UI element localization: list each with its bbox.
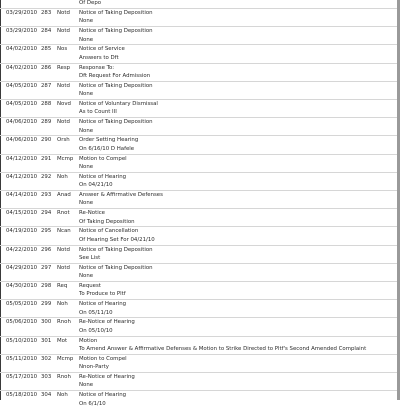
entry-code: Novd	[57, 101, 71, 107]
entry-number: 297	[41, 264, 52, 271]
entry-code: Mcmp	[57, 355, 74, 362]
entry-description: Notice of Taking Deposition	[79, 264, 153, 271]
entry-code: Rnoh	[57, 374, 71, 380]
entry-number: 300	[41, 319, 52, 326]
entry-date: 04/12/2010	[6, 155, 38, 162]
entry-number: 294	[41, 210, 52, 217]
entry-date: 04/14/2010	[6, 192, 38, 198]
entry-detail: On 6/16/10 D Hafele	[79, 145, 135, 152]
entry-date: 05/10/2010	[6, 337, 38, 344]
entry-detail: None	[79, 382, 94, 389]
entry-detail: On 04/21/10	[79, 182, 113, 189]
entry-date: 05/06/2010	[6, 319, 38, 326]
entry-date: 05/11/2010	[6, 355, 38, 362]
entry-detail: As to Count III	[79, 109, 117, 116]
entry-date: 03/29/2010	[6, 10, 38, 16]
entry-detail: See List	[79, 255, 101, 261]
entry-description: Notice of Cancellation	[79, 228, 139, 235]
entry-detail: To Amend Answer & Affirmative Defenses & Motion to Strike Directed to Pltf's Second Amended Complaint	[79, 346, 367, 352]
entry-number: 296	[41, 246, 52, 253]
entry-number: 304	[41, 392, 52, 399]
entry-description: Notice of Taking Deposition	[79, 246, 153, 253]
entry-number: 285	[41, 46, 52, 53]
entry-description: Re-Notice of Hearing	[79, 319, 135, 326]
entry-number: 301	[41, 337, 52, 344]
entry-code: Anad	[57, 192, 71, 198]
entry-date: 04/06/2010	[6, 137, 38, 144]
entry-description: Motion to Compel	[79, 155, 127, 162]
entry-detail: None	[79, 200, 94, 207]
entry-code: Notd	[57, 264, 70, 271]
entry-description: Notice of Taking Deposition	[79, 119, 153, 126]
entry-number: 283	[41, 10, 52, 16]
entry-description: Notice of Taking Deposition	[79, 28, 153, 35]
entry-description: Notice of Taking Deposition	[79, 10, 153, 16]
entry-description: Re-Notice	[79, 210, 105, 217]
entry-detail: Nnon-Party	[79, 364, 109, 371]
entry-code: Noh	[57, 392, 68, 399]
entry-number: 289	[41, 119, 52, 126]
entry-number: 299	[41, 301, 52, 308]
entry-date: 04/19/2010	[6, 228, 38, 235]
entry-detail: None	[79, 18, 94, 25]
entry-code: Notd	[57, 246, 70, 253]
entry-code: Noh	[57, 301, 68, 308]
entry-number: 284	[41, 28, 52, 35]
entry-date: 04/05/2010	[6, 101, 38, 107]
entry-code: Rnoh	[57, 319, 71, 326]
entry-number: 302	[41, 355, 52, 362]
entry-code: Rnot	[57, 210, 70, 217]
entry-date: 04/29/2010	[6, 264, 38, 271]
entry-date: 05/05/2010	[6, 301, 38, 308]
entry-detail: None	[79, 36, 94, 43]
entry-detail: None	[79, 273, 94, 280]
entry-date: 04/02/2010	[6, 64, 38, 71]
entry-date: 04/12/2010	[6, 173, 38, 180]
left-border	[0, 0, 1, 400]
entry-detail: Of Hearing Set For 04/21/10	[79, 236, 155, 243]
entry-date: 04/06/2010	[6, 119, 38, 126]
entry-description: Request	[79, 283, 101, 289]
entry-number: 290	[41, 137, 52, 144]
entry-code: Ncan	[57, 228, 71, 235]
entry-code: Notd	[57, 28, 70, 35]
entry-description: Notice of Taking Deposition	[79, 82, 153, 89]
entry-code: Noh	[57, 173, 68, 180]
entry-number: 303	[41, 374, 52, 380]
entry-number: 293	[41, 192, 52, 198]
entry-description: Notice of Hearing	[79, 301, 127, 308]
entry-description: Notice of Voluntary Dismissal	[79, 101, 158, 107]
entry-description: Answer & Affirmative Defenses	[79, 192, 163, 198]
entry-code: Orsh	[57, 137, 70, 144]
entry-date: 04/15/2010	[6, 210, 38, 217]
entry-date: 03/29/2010	[6, 28, 38, 35]
entry-detail: Answers to Dft	[79, 54, 119, 61]
entry-description: Notice of Hearing	[79, 392, 127, 399]
entry-detail: To Produce to Pltf	[79, 291, 126, 298]
entry-detail: None	[79, 91, 94, 98]
entry-description: Re-Notice of Hearing	[79, 374, 135, 380]
entry-date: 05/17/2010	[6, 374, 38, 380]
entry-description: Order Setting Hearing	[79, 137, 139, 144]
entry-detail: Dft Request For Admission	[79, 73, 151, 79]
entry-number: 288	[41, 101, 52, 107]
entry-detail: Of Taking Deposition	[79, 218, 135, 225]
entry-description: Motion	[79, 337, 98, 344]
entry-detail: On 6/1/10	[79, 400, 106, 407]
entry-description: Notice of Service	[79, 46, 125, 53]
entry-date: 04/30/2010	[6, 283, 38, 289]
entry-date: 05/18/2010	[6, 392, 38, 399]
entry-detail: Of Depo	[79, 0, 102, 6]
entry-code: Mot	[57, 337, 68, 344]
entry-code: Notd	[57, 10, 70, 16]
entry-number: 295	[41, 228, 52, 235]
entry-number: 287	[41, 82, 52, 89]
entry-number: 291	[41, 155, 52, 162]
entry-detail: On 05/10/10	[79, 327, 113, 334]
entry-date: 04/22/2010	[6, 246, 38, 253]
entry-code: Mcmp	[57, 155, 74, 162]
entry-code: Resp	[57, 64, 71, 71]
entry-description: Response To:	[79, 64, 115, 71]
entry-code: Nos	[57, 46, 68, 53]
entry-detail: On 05/11/10	[79, 309, 113, 316]
entry-description: Notice of Hearing	[79, 173, 127, 180]
entry-description: Motion to Compel	[79, 355, 127, 362]
entry-code: Notd	[57, 82, 70, 89]
entry-code: Notd	[57, 119, 70, 126]
entry-date: 04/05/2010	[6, 82, 38, 89]
entry-number: 286	[41, 64, 52, 71]
entry-detail: None	[79, 164, 94, 170]
entry-detail: None	[79, 127, 94, 134]
entry-date: 04/02/2010	[6, 46, 38, 53]
entry-code: Req	[57, 283, 68, 289]
entry-number: 292	[41, 173, 52, 180]
entry-number: 298	[41, 283, 52, 289]
